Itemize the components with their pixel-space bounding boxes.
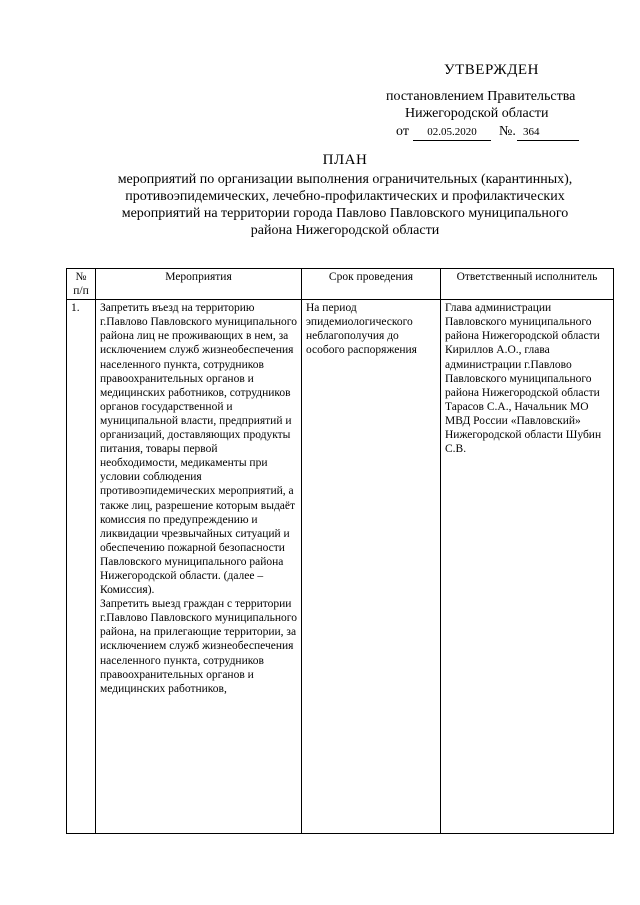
row-action-cell xyxy=(96,300,302,834)
plan-table xyxy=(66,268,614,834)
header-responsible: Ответственный исполнитель xyxy=(441,269,614,300)
row-action-paragraph-1: Запретить въезд на территорию г.Павлово Павловского муниципального района лиц не проживающих в нем, за исключением служб жизнеобеспечения населенного пункта, сотрудников правоохранительных органов и медицинских работников, сотрудников органов государственной и муниципальной власти, предприятий и организаций, доставляющих продукты питания, товары первой необходимости, медикаменты при условии соблюдения противоэпидемических мероприятий, а также лиц, разрешение которым выдаёт комиссия по предупреждению и ликвидации чрезвычайных ситуаций и обеспечению пожарной безопасности Павловского муниципального района Нижегородской области. (далее – Комиссия). xyxy=(100,302,297,597)
plan-subtitle-line-3: мероприятий на территории города Павлово Павловского муниципального xyxy=(121,206,569,221)
plan-subtitle-line-2: противоэпидемических, лечебно-профилактических и профилактических xyxy=(125,189,565,204)
approval-date-prefix: от xyxy=(396,124,409,139)
row-period: На период эпидемиологического неблагополучия до особого распоряжения xyxy=(302,300,441,834)
plan-title: ПЛАН xyxy=(322,152,368,168)
approval-line-1: постановлением Правительства xyxy=(386,89,576,104)
approval-number-sign: №. xyxy=(499,124,516,139)
row-num: 1. xyxy=(67,300,96,834)
plan-subtitle-line-4: района Нижегородской области xyxy=(250,223,440,238)
table-header-row xyxy=(67,269,614,300)
header-num: № п/п xyxy=(67,269,96,300)
table-row xyxy=(67,300,614,834)
approval-title: УТВЕРЖДЕН xyxy=(444,62,539,78)
row-action-paragraph-2: Запретить выезд граждан с территории г.Павлово Павловского муниципального района, на прилегающие территории, за исключением служб жизнеобеспечения населенного пункта, сотрудников правоохранительных органов и медицинских работников, xyxy=(100,598,297,695)
approval-line-2: Нижегородской области xyxy=(405,106,549,121)
row-responsible: Глава администрации Павловского муниципального района Нижегородской области Кириллов А.О., глава администрации г.Павлово Павловского муниципального района Нижегородской области Тарасов С.А., Начальник МО МВД России «Павловский» Нижегородской области Шубин С.В. xyxy=(441,300,614,834)
plan-heading xyxy=(90,152,600,239)
header-action: Мероприятия xyxy=(96,269,302,300)
header-period: Срок проведения xyxy=(302,269,441,300)
plan-subtitle-line-1: мероприятий по организации выполнения ограничительных (карантинных), xyxy=(117,172,573,187)
approval-number: 364 xyxy=(517,124,579,141)
approval-block xyxy=(0,0,640,160)
approval-date: 02.05.2020 xyxy=(413,124,491,141)
